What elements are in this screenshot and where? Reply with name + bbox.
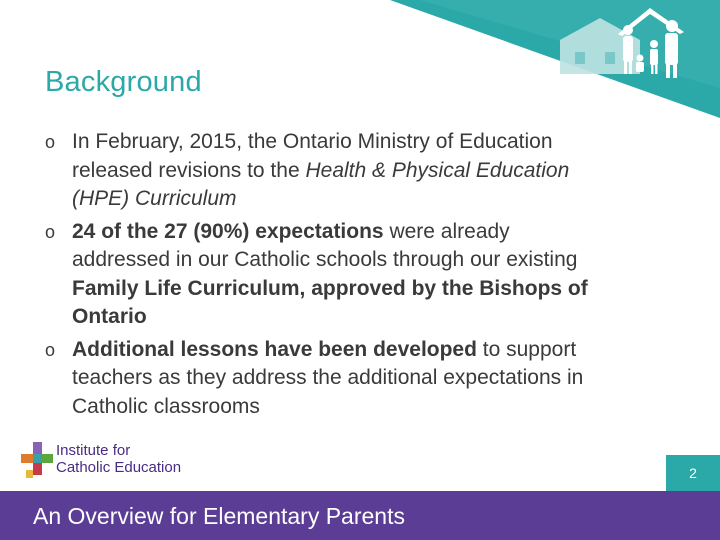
bullet-text-italic: Health & Physical Education (HPE) Curriculum [72,158,570,210]
logo-text-line1: Institute for [56,442,131,459]
footer-bar [0,491,720,540]
bullet-text: to support teachers as they address the additional expectations in Catholic classrooms [72,337,584,418]
bullet-item [45,218,605,332]
footer-text: An Overview for Elementary Parents [33,503,405,529]
bullet-marker: o [45,132,56,152]
institute-logo [20,440,200,490]
bullet-text-bold: Additional lessons have been developed [72,337,477,361]
bullet-text: were already addressed in our Catholic schools through our existing [72,219,578,271]
bullet-text-bold: Family Life Curriculum, approved by the Bishops of Ontario [72,276,588,328]
page-number-box [666,455,720,495]
bullet-text: In February, 2015, the Ontario Ministry of Education released revisions to the [72,130,553,182]
bullet-marker: o [45,339,56,360]
bullet-item [45,128,605,214]
slide-title: Background [45,66,202,98]
logo-text [56,442,181,476]
bullet-list [45,128,605,425]
bullet-marker: o [45,221,56,242]
family-house-graphic [0,0,720,120]
logo-text-line2: Catholic Education [56,459,182,476]
header-banner [0,0,720,120]
bullet-text-bold: 24 of the 27 (90%) expectations [72,219,384,243]
page-number: 2 [689,465,697,481]
cross-logo-icon [20,440,54,484]
bullet-item [45,336,605,422]
